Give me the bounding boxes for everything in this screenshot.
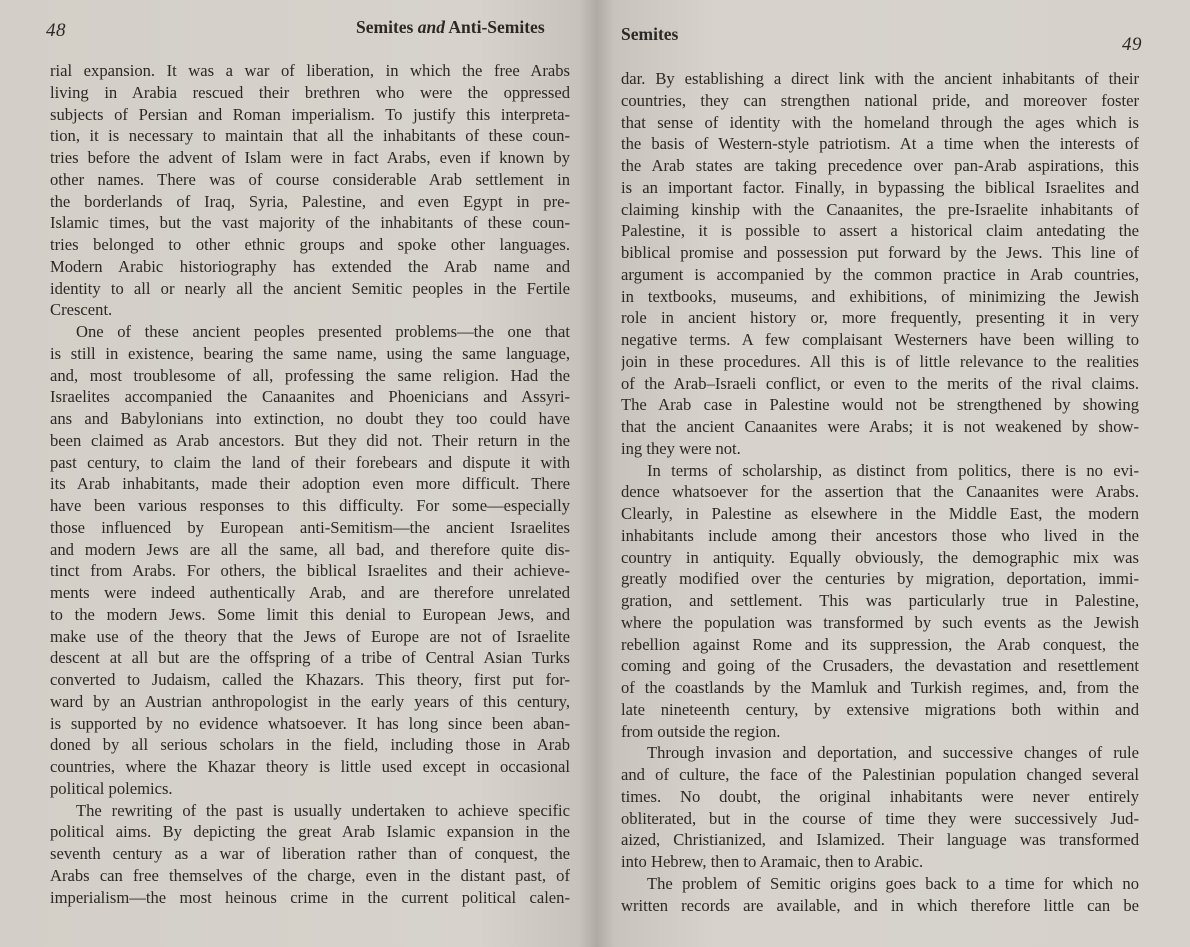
text-line: gration, and settlement. This was particularly true in Palestine,	[621, 591, 1139, 610]
text-line: the borderlands of Iraq, Syria, Palestine, and even Egypt in pre-	[50, 191, 570, 211]
right-page-body	[621, 68, 1139, 916]
text-line: Israelites accompanied the Canaanites and Phoenicians and Assyri-	[50, 387, 570, 407]
text-line: seventh century as a war of liberation rather than of conquest, the	[50, 844, 570, 863]
text-line: where the population was transformed by such events as the Jewish	[621, 612, 1139, 632]
text-line: those influenced by European anti-Semitism—the ancient Israelites	[50, 517, 570, 537]
text-line: One of these ancient peoples presented problems—the one that	[76, 322, 570, 341]
text-line: subjects of Persian and Roman imperialism. To justify this interpreta-	[50, 104, 570, 124]
text-line: identity to all or nearly all the ancient Semitic peoples in the Fertile	[50, 278, 570, 298]
text-line: coming and going of the Crusaders, the devastation and resettlement	[621, 656, 1139, 676]
text-line: The problem of Semitic origins goes back to a time for which no	[647, 873, 1139, 893]
text-line: the basis of Western-style patriotism. At a time when the interests of	[621, 134, 1139, 154]
text-line: biblical promise and possession put forward by the Jews. This line of	[621, 243, 1139, 262]
text-line: ward by an Austrian anthropologist in the early years of this century,	[50, 691, 570, 711]
text-line: tinct from Arabs. For others, the biblical Israelites and their achieve-	[50, 561, 570, 581]
text-line: country in antiquity. Equally obviously, the demographic mix was	[621, 547, 1139, 567]
left-page-body	[50, 60, 570, 908]
text-line: rebellion against Rome and its suppression, the Arab conquest, the	[621, 634, 1139, 654]
text-line: is supported by no evidence whatsoever. It has long since been aban-	[50, 713, 570, 733]
text-line: its Arab inhabitants, made their adoption even more difficult. There	[50, 474, 570, 494]
text-line: Palestine, it is possible to assert a historical claim antedating the	[621, 221, 1139, 241]
text-line: political polemics.	[50, 778, 173, 798]
running-head-left: Semites and Anti-Semites	[356, 17, 545, 37]
text-line: make use of the theory that the Jews of Europe are not of Israelite	[50, 626, 570, 646]
text-line: doned by all serious scholars in the field, including those in Arab	[50, 735, 570, 755]
text-line: The rewriting of the past is usually undertaken to achieve specific	[76, 800, 570, 820]
text-line: to the modern Jews. Some limit this denial to European Jews, and	[50, 604, 570, 624]
page-number-left: 48	[46, 20, 66, 41]
text-line: obliterated, but in the course of time they were successively Jud-	[621, 808, 1139, 828]
text-line: imperialism—the most heinous crime in the current political calen-	[50, 887, 570, 907]
text-line: ing they were not.	[621, 438, 741, 458]
text-line: Clearly, in Palestine as elsewhere in the Middle East, the modern	[621, 504, 1139, 523]
text-line: tries belonged to other ethnic groups and spoke other languages.	[50, 235, 570, 254]
text-line: Modern Arabic historiography has extended the Arab name and	[50, 256, 570, 276]
text-line: The Arab case in Palestine would not be strengthened by showing	[621, 395, 1139, 415]
text-line: claiming kinship with the Canaanites, the pre-Israelite inhabitants of	[621, 199, 1139, 219]
text-line: rial expansion. It was a war of liberation, in which the free Arabs	[50, 61, 570, 80]
text-line: late nineteenth century, by extensive migrations both within and	[621, 699, 1139, 719]
text-line: join in these procedures. All this is of little relevance to the realities	[621, 351, 1139, 371]
text-line: dence whatsoever for the assertion that the Canaanites were Arabs.	[621, 482, 1139, 502]
text-line: countries, they can strengthen national pride, and moreover foster	[621, 90, 1139, 110]
page-number-right: 49	[1122, 34, 1142, 55]
text-line: role in ancient history or, more frequently, presenting it in very	[621, 308, 1139, 328]
running-head-right: Semites	[621, 24, 679, 44]
text-line: and, most troublesome of all, professing the same religion. Had the	[50, 365, 570, 385]
text-line: that sense of identity with the homeland through the ages which is	[621, 112, 1139, 132]
text-line: times. No doubt, the original inhabitants were never entirely	[621, 786, 1139, 806]
text-line: inhabitants include among their ancestors those who lived in the	[621, 525, 1139, 545]
text-line: from outside the region.	[621, 721, 781, 741]
text-line: ments were indeed authentically Arab, and are therefore unrelated	[50, 583, 570, 602]
text-line: written records are available, and in which therefore little can be	[621, 895, 1139, 915]
text-line: have been various responses to this difficulty. For some—especially	[50, 496, 570, 515]
text-line: Through invasion and deportation, and successive changes of rule	[647, 743, 1139, 763]
text-line: of the Arab–Israeli conflict, or even to the merits of the rival claims.	[621, 373, 1139, 393]
text-line: Crescent.	[50, 300, 113, 320]
text-line: that the ancient Canaanites were Arabs; it is not weakened by show-	[621, 417, 1139, 436]
text-line: descent at all but are the offspring of a tribe of Central Asian Turks	[50, 648, 570, 668]
text-line: negative terms. A few complaisant Westerners have been willing to	[621, 330, 1139, 349]
text-line: greatly modified over the centuries by migration, deportation, immi-	[621, 569, 1139, 589]
text-line: dar. By establishing a direct link with the ancient inhabitants of their	[621, 69, 1139, 88]
text-line: converted to Judaism, called the Khazars. This theory, first put for-	[50, 670, 570, 689]
text-line: the Arab states are taking precedence over pan-Arab aspirations, this	[621, 156, 1139, 175]
text-line: Islamic times, but the vast majority of the inhabitants of these coun-	[50, 213, 570, 233]
text-line: in textbooks, museums, and exhibitions, of minimizing the Jewish	[621, 286, 1139, 306]
text-line: other names. There was of course considerable Arab settlement in	[50, 169, 570, 189]
text-line: is still in existence, bearing the same name, using the same language,	[50, 343, 570, 363]
text-line: living in Arabia rescued their brethren who were the oppressed	[50, 82, 570, 102]
text-line: countries, where the Khazar theory is little used except in occasional	[50, 757, 570, 776]
text-line: tion, it is necessary to maintain that all the inhabitants of these coun-	[50, 126, 570, 146]
text-line: and of culture, the face of the Palestinian population changed several	[621, 765, 1139, 784]
text-line: argument is accompanied by the common practice in Arab countries,	[621, 264, 1139, 284]
text-line: ans and Babylonians into extinction, no doubt they too could have	[50, 409, 570, 428]
text-line: aized, Christianized, and Islamized. Their language was transformed	[621, 830, 1139, 850]
text-line: tries before the advent of Islam were in fact Arabs, even if known by	[50, 148, 570, 167]
text-line: is an important factor. Finally, in bypassing the biblical Israelites and	[621, 177, 1139, 197]
text-line: of the coastlands by the Mamluk and Turkish regimes, and, from the	[621, 678, 1139, 697]
text-line: Arabs can free themselves of the charge, even in the distant past, of	[50, 865, 570, 885]
text-line: into Hebrew, then to Aramaic, then to Arabic.	[621, 852, 924, 871]
right-page	[597, 0, 1190, 947]
text-line: In terms of scholarship, as distinct from politics, there is no evi-	[647, 460, 1139, 480]
text-line: political aims. By depicting the great Arab Islamic expansion in the	[50, 822, 570, 842]
text-line: past century, to claim the land of their forebears and dispute it with	[50, 452, 570, 472]
text-line: been claimed as Arab ancestors. But they did not. Their return in the	[50, 430, 570, 450]
text-line: and modern Jews are all the same, all bad, and therefore quite dis-	[50, 539, 570, 559]
